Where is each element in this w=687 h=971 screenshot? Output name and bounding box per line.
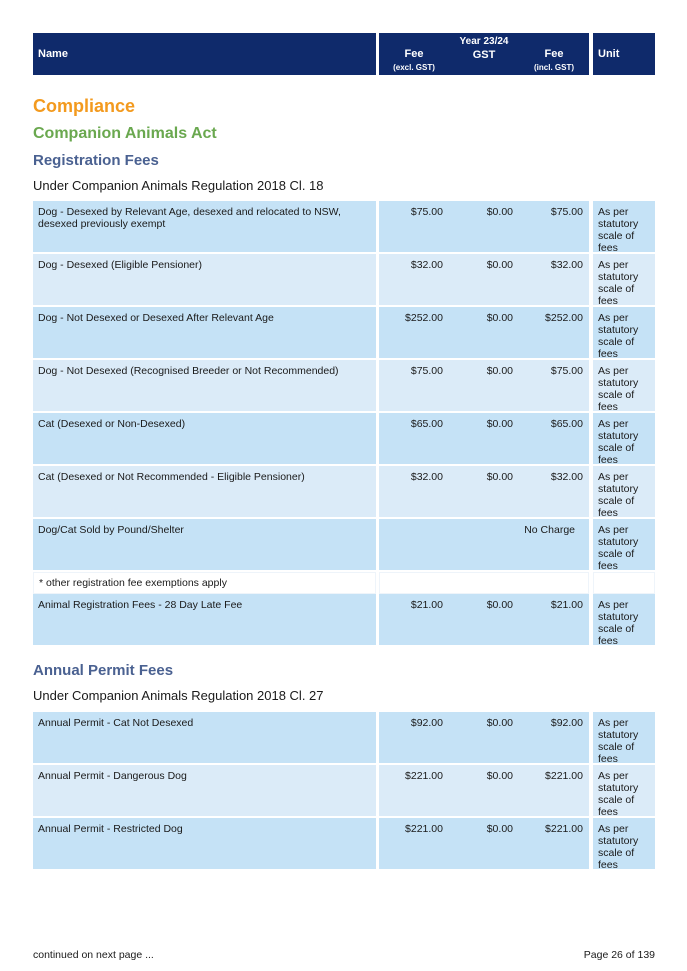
table-row: [33, 818, 655, 871]
unit-cell: [593, 360, 655, 411]
unit-cell: [593, 254, 655, 305]
fee-excl-gst: $252.00: [405, 312, 443, 324]
fee-values-cell: [379, 360, 589, 411]
registration-regulation: Under Companion Animals Regulation 2018 Cl. 18: [33, 178, 324, 193]
unit-text: As per statutory scale of fees: [598, 418, 639, 466]
unit-cell: [593, 413, 655, 464]
fee-excl-gst: $92.00: [410, 717, 443, 729]
table-row: [33, 254, 655, 307]
header-fee-excl-label: Fee: [404, 48, 424, 60]
fee-name: Cat (Desexed or Non-Desexed): [38, 418, 186, 430]
unit-text: As per statutory scale of fees: [598, 312, 639, 360]
fee-excl-gst: $65.00: [410, 418, 443, 430]
fee-name-cell: [33, 360, 376, 411]
table-row: [33, 360, 655, 413]
header-unit: Unit: [598, 48, 620, 60]
annual-permit-title: Annual Permit Fees: [33, 662, 174, 679]
fee-values-cell: [379, 594, 589, 645]
continued-note: continued on next page ...: [33, 949, 154, 961]
fee-name: Dog - Not Desexed or Desexed After Relevant Age: [38, 312, 274, 324]
fee-incl-gst: $32.00: [550, 471, 583, 483]
unit-text: As per statutory scale of fees: [598, 206, 639, 254]
header-gst: [449, 49, 519, 61]
registration-fees-table: [33, 201, 655, 647]
header-year: Year 23/24: [459, 36, 509, 47]
gst-amount: $0.00: [486, 259, 513, 271]
note-empty-unit-cell: [593, 572, 655, 594]
unit-text: As per statutory scale of fees: [598, 770, 639, 818]
fee-values-cell: [379, 519, 589, 570]
fee-excl-gst: $21.00: [410, 599, 443, 611]
unit-cell: [593, 307, 655, 358]
annual-permit-regulation: Under Companion Animals Regulation 2018 Cl. 27: [33, 688, 324, 703]
fee-name: Animal Registration Fees - 28 Day Late Fee: [38, 599, 243, 611]
fee-incl-gst: $75.00: [550, 206, 583, 218]
registration-title: Registration Fees: [33, 152, 159, 169]
fee-incl-gst: $221.00: [545, 823, 583, 835]
fee-values-cell: [379, 466, 589, 517]
unit-text: As per statutory scale of fees: [598, 259, 639, 307]
fee-name-cell: [33, 594, 376, 645]
table-row: [33, 765, 655, 818]
fee-name-cell: [33, 254, 376, 305]
exemption-note: * other registration fee exemptions apply: [39, 577, 227, 589]
header-fee-incl: [519, 48, 589, 72]
fee-name: Cat (Desexed or Not Recommended - Eligible Pensioner): [38, 471, 305, 483]
header-gst-label: GST: [472, 49, 496, 61]
fee-values-cell: [379, 307, 589, 358]
table-row: [33, 712, 655, 765]
section-title: Compliance: [33, 96, 136, 116]
fee-name-cell: [33, 201, 376, 252]
fee-values-cell: [379, 712, 589, 763]
header-fee-incl-sub: (incl. GST): [534, 63, 574, 72]
unit-text: As per statutory scale of fees: [598, 717, 639, 765]
header-year-cell: [379, 33, 589, 75]
unit-cell: [593, 818, 655, 869]
header-fee-excl-sub: (excl. GST): [393, 63, 435, 72]
fee-values-cell: [379, 818, 589, 869]
table-row: [33, 519, 655, 572]
unit-cell: [593, 519, 655, 570]
gst-amount: $0.00: [486, 770, 513, 782]
fee-excl-gst: $32.00: [410, 471, 443, 483]
fee-name-cell: [33, 413, 376, 464]
header-unit-cell: [593, 33, 655, 75]
fee-excl-gst: $75.00: [410, 206, 443, 218]
annual-permit-fees-table: [33, 712, 655, 871]
header-name: Name: [38, 48, 68, 60]
table-header: [33, 33, 655, 75]
fee-name-cell: [33, 765, 376, 816]
note-cell: [33, 572, 376, 594]
fee-incl-gst: $65.00: [550, 418, 583, 430]
header-fee-excl: [379, 48, 449, 72]
gst-amount: $0.00: [486, 717, 513, 729]
table-row: [33, 307, 655, 360]
table-row: [33, 413, 655, 466]
unit-cell: [593, 594, 655, 645]
fee-excl-gst: $221.00: [405, 823, 443, 835]
header-fee-incl-label: Fee: [544, 48, 564, 60]
fee-name: Dog - Desexed by Relevant Age, desexed and relocated to NSW, desexed previously exempt: [38, 206, 341, 230]
no-charge-label: No Charge: [524, 524, 575, 536]
fee-name: Dog - Desexed (Eligible Pensioner): [38, 259, 202, 271]
fee-name: Dog/Cat Sold by Pound/Shelter: [38, 524, 184, 536]
fee-name: Annual Permit - Cat Not Desexed: [38, 717, 194, 729]
gst-amount: $0.00: [486, 823, 513, 835]
unit-text: As per statutory scale of fees: [598, 599, 639, 647]
fee-name-cell: [33, 712, 376, 763]
fee-excl-gst: $221.00: [405, 770, 443, 782]
unit-cell: [593, 765, 655, 816]
fee-name-cell: [33, 466, 376, 517]
table-row: [33, 201, 655, 254]
unit-cell: [593, 466, 655, 517]
note-empty-fee-cell: [379, 572, 589, 594]
fee-values-cell: [379, 765, 589, 816]
fee-name: Dog - Not Desexed (Recognised Breeder or Not Recommended): [38, 365, 339, 377]
unit-text: As per statutory scale of fees: [598, 471, 639, 519]
unit-text: As per statutory scale of fees: [598, 823, 639, 871]
unit-text: As per statutory scale of fees: [598, 524, 639, 572]
fee-incl-gst: $92.00: [550, 717, 583, 729]
fee-incl-gst: $32.00: [550, 259, 583, 271]
gst-amount: $0.00: [486, 418, 513, 430]
unit-cell: [593, 201, 655, 252]
page-number: Page 26 of 139: [583, 949, 655, 961]
fee-incl-gst: $21.00: [550, 599, 583, 611]
fee-incl-gst: $75.00: [550, 365, 583, 377]
fee-name-cell: [33, 818, 376, 869]
table-note-row: [33, 572, 655, 594]
fee-values-cell: [379, 413, 589, 464]
fee-values-cell: [379, 201, 589, 252]
gst-amount: $0.00: [486, 312, 513, 324]
gst-amount: $0.00: [486, 206, 513, 218]
header-name-cell: [33, 33, 376, 75]
table-row: [33, 594, 655, 647]
gst-amount: $0.00: [486, 599, 513, 611]
gst-amount: $0.00: [486, 471, 513, 483]
fee-name-cell: [33, 307, 376, 358]
fee-name-cell: [33, 519, 376, 570]
unit-text: As per statutory scale of fees: [598, 365, 639, 413]
gst-amount: $0.00: [486, 365, 513, 377]
fee-excl-gst: $32.00: [410, 259, 443, 271]
fee-name: Annual Permit - Restricted Dog: [38, 823, 183, 835]
table-row: [33, 466, 655, 519]
fee-values-cell: [379, 254, 589, 305]
act-title: Companion Animals Act: [33, 125, 217, 142]
fee-incl-gst: $221.00: [545, 770, 583, 782]
unit-cell: [593, 712, 655, 763]
fee-excl-gst: $75.00: [410, 365, 443, 377]
fee-name: Annual Permit - Dangerous Dog: [38, 770, 187, 782]
fee-incl-gst: $252.00: [545, 312, 583, 324]
